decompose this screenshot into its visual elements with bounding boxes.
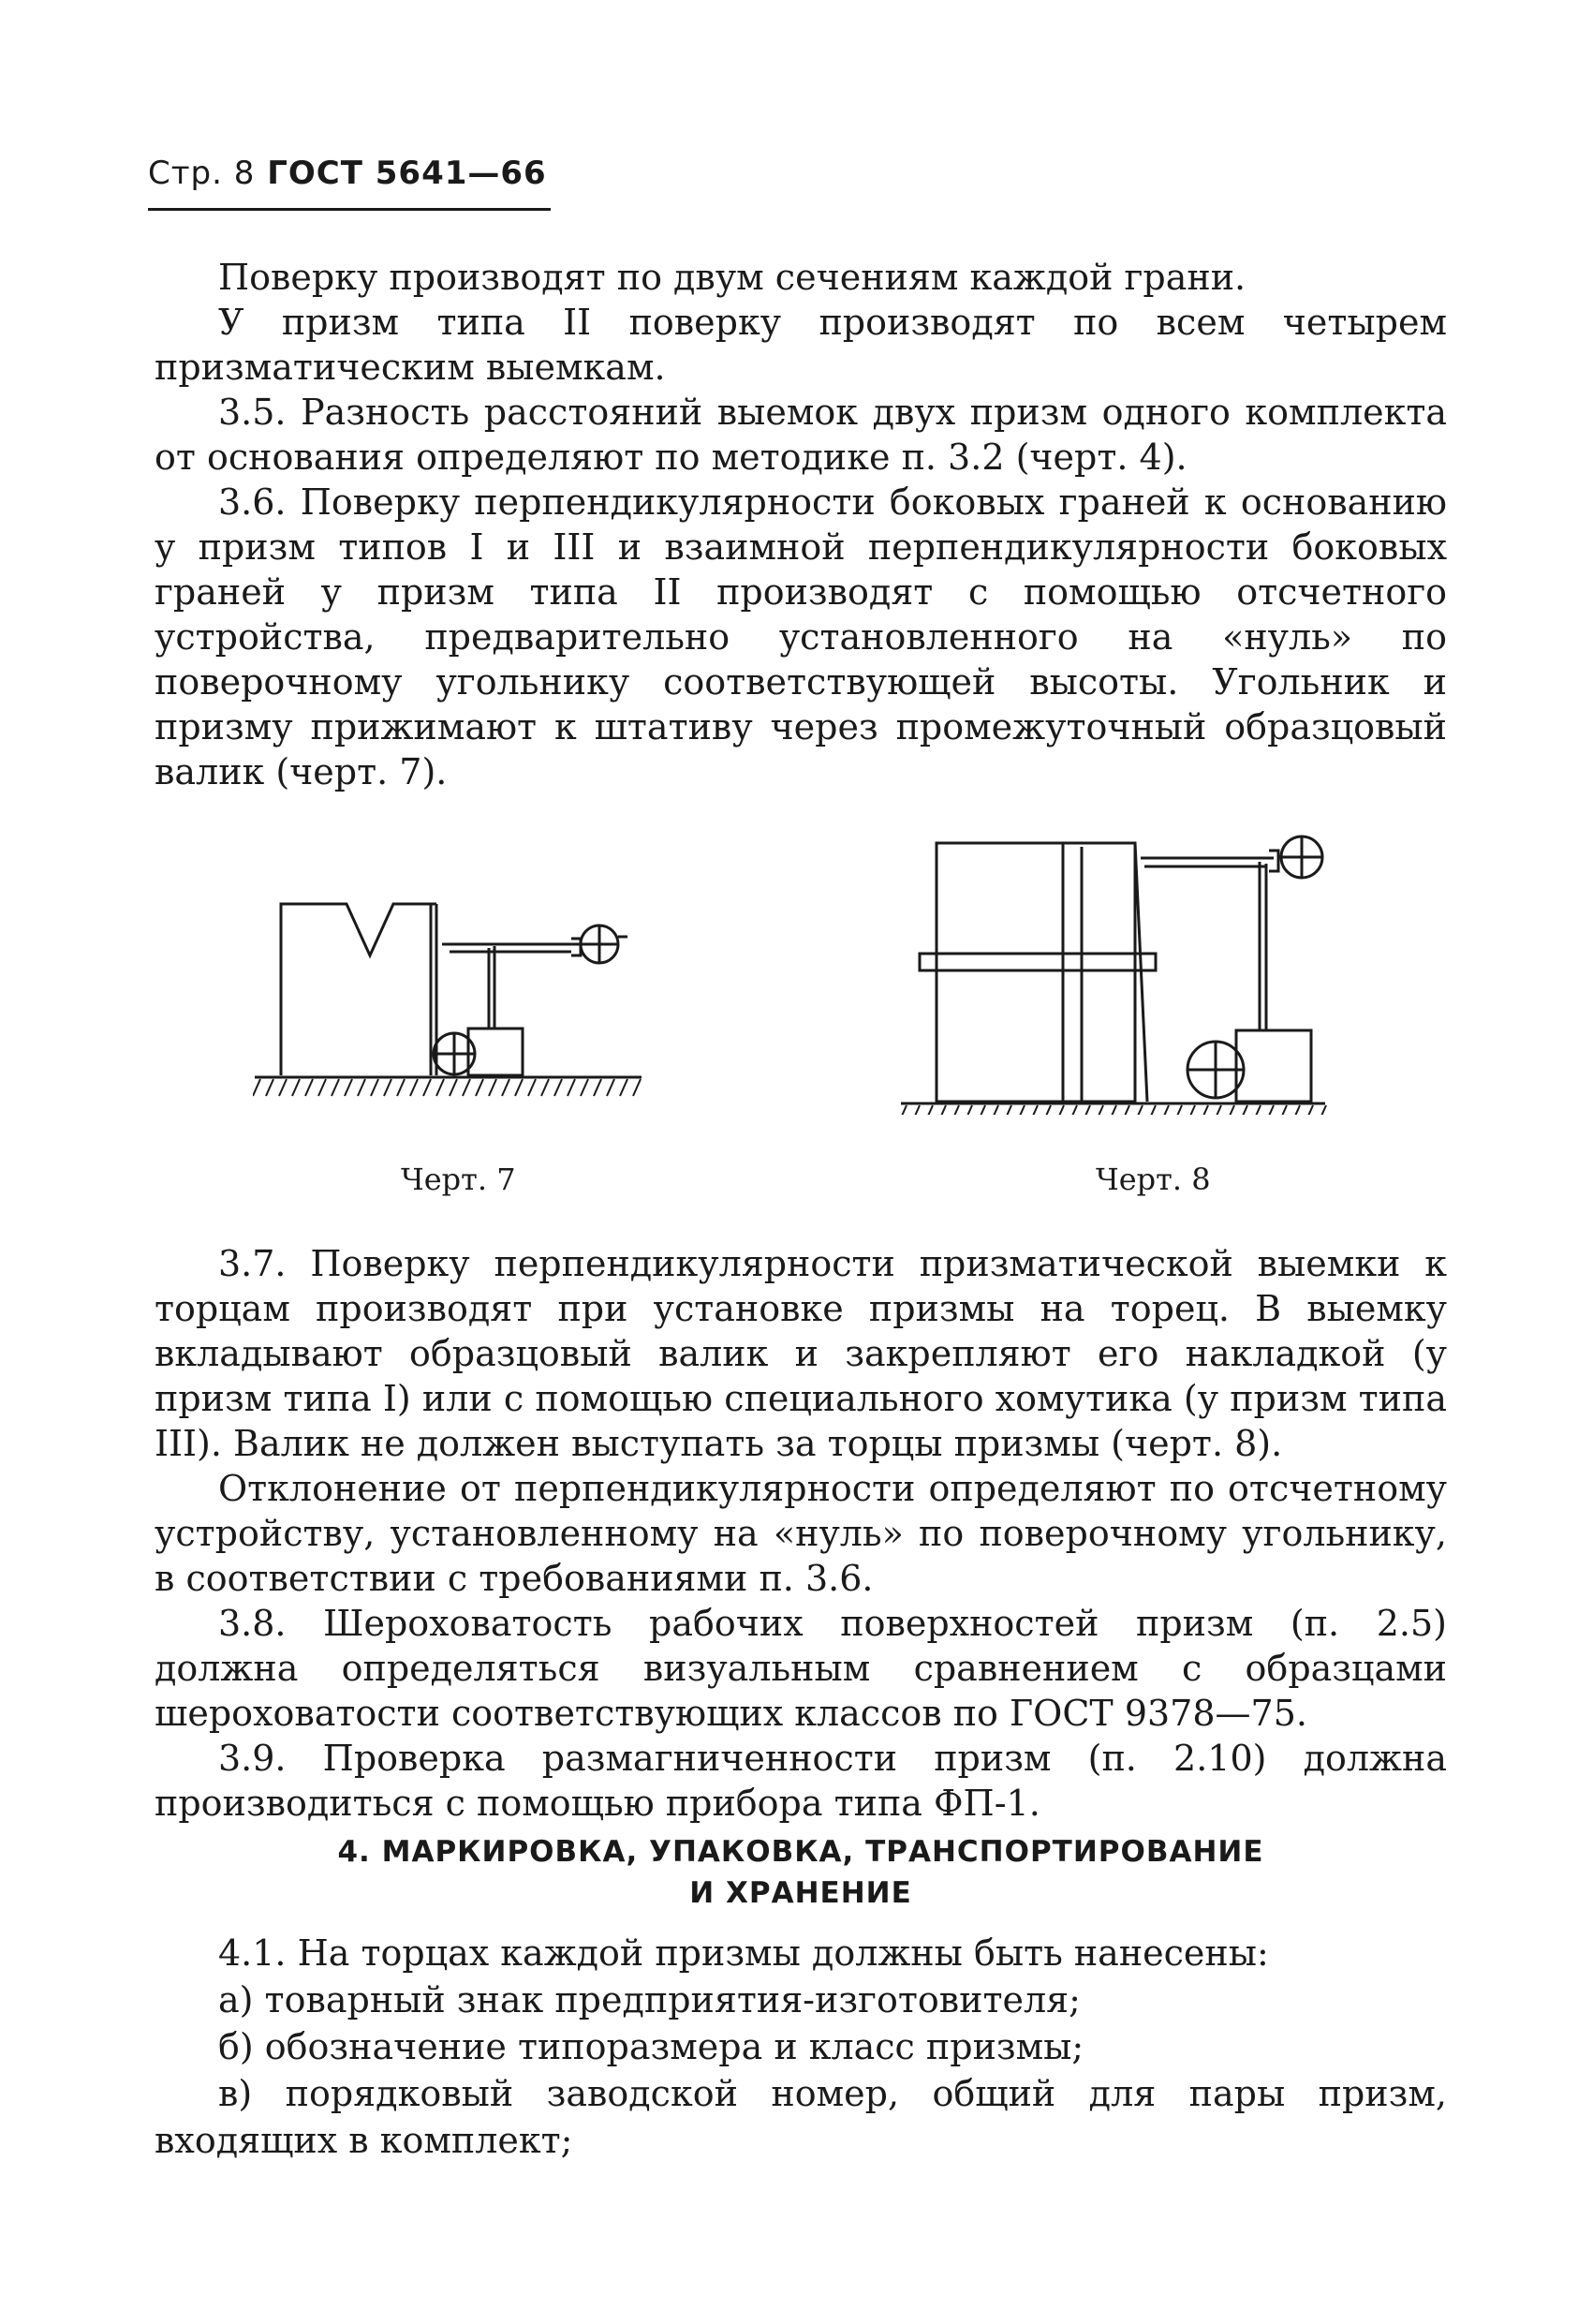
figure-7-caption: Черт. 7 <box>401 1162 516 1197</box>
paragraph: Поверку производят по двум сечениям каждой грани. <box>218 257 1246 298</box>
list-item: в) порядковый заводской номер, общий для пары призм, входящих в комплект; <box>155 2073 1447 2161</box>
text-block-2 <box>155 1241 1447 1826</box>
section-heading-line-2: И ХРАНЕНИЕ <box>689 1876 912 1910</box>
standard-number: ГОСТ 5641—66 <box>267 155 547 192</box>
figure-8-drawing <box>899 815 1339 1115</box>
prism-outline <box>281 904 431 1075</box>
ground-hatch <box>899 1105 1326 1115</box>
header-rule <box>148 208 551 211</box>
paragraph-4-1: 4.1. На торцах каждой призмы должны быть нанесены: <box>218 1932 1269 1974</box>
section-heading-line-1: 4. МАРКИРОВКА, УПАКОВКА, ТРАНСПОРТИРОВАНИЕ <box>337 1835 1264 1869</box>
roller-rod <box>920 954 1156 970</box>
paragraph: Отклонение от перпендикулярности определяют по отсчетному устройству, установленному на «нуль» по поверочному угольнику, в соответствии с требованиями п. 3.6. <box>155 1468 1447 1599</box>
page-number: Стр. 8 <box>148 155 256 192</box>
paragraph-3-9: 3.9. Проверка размагниченности призм (п. 2.10) должна производиться с помощью прибора типа ФП-1. <box>155 1738 1447 1824</box>
text-block-1 <box>155 255 1447 794</box>
paragraph-3-7: 3.7. Поверку перпендикулярности призматической выемки к торцам производят при установке призмы на торец. В выемку вкладывают образцовый валик и закрепляют его накладкой (у призм типа I) или с помощью специального хомутика (у призм типа III). Валик не должен выступать за торцы призмы (черт. 8). <box>155 1243 1447 1464</box>
figure-8-caption: Черт. 8 <box>1096 1162 1211 1197</box>
paragraph-3-5: 3.5. Разность расстояний выемок двух призм одного комплекта от основания определяют по методике п. 3.2 (черт. 4). <box>155 392 1447 478</box>
figure-7-drawing <box>253 862 665 1115</box>
page-header <box>148 155 547 192</box>
ground-hatch <box>253 1079 641 1096</box>
paragraph-3-8: 3.8. Шероховатость рабочих поверхностей призм (п. 2.5) должна определяться визуальным сравнением с образцами шероховатости соответствующих классов по ГОСТ 9378—75. <box>155 1603 1447 1734</box>
prism-body <box>937 843 1135 1102</box>
paragraph: У призм типа II поверку производят по всем четырем призматическим выемкам. <box>155 302 1447 388</box>
list-item: б) обозначение типоразмера и класс призмы; <box>218 2026 1084 2067</box>
text-block-3 <box>155 1930 1447 2164</box>
section-heading <box>155 1831 1447 1914</box>
paragraph-3-6: 3.6. Поверку перпендикулярности боковых граней к основанию у призм типов I и III и взаимной перпендикулярности боковых граней у призм типа II производят с помощью отсчетного устройства, предварительно установленного на «нуль» по поверочному угольнику соответствующей высоты. Угольник и призму прижимают к штативу через промежуточный образцовый валик (черт. 7). <box>155 481 1447 792</box>
list-item: а) товарный знак предприятия-изготовителя; <box>218 1979 1081 2021</box>
